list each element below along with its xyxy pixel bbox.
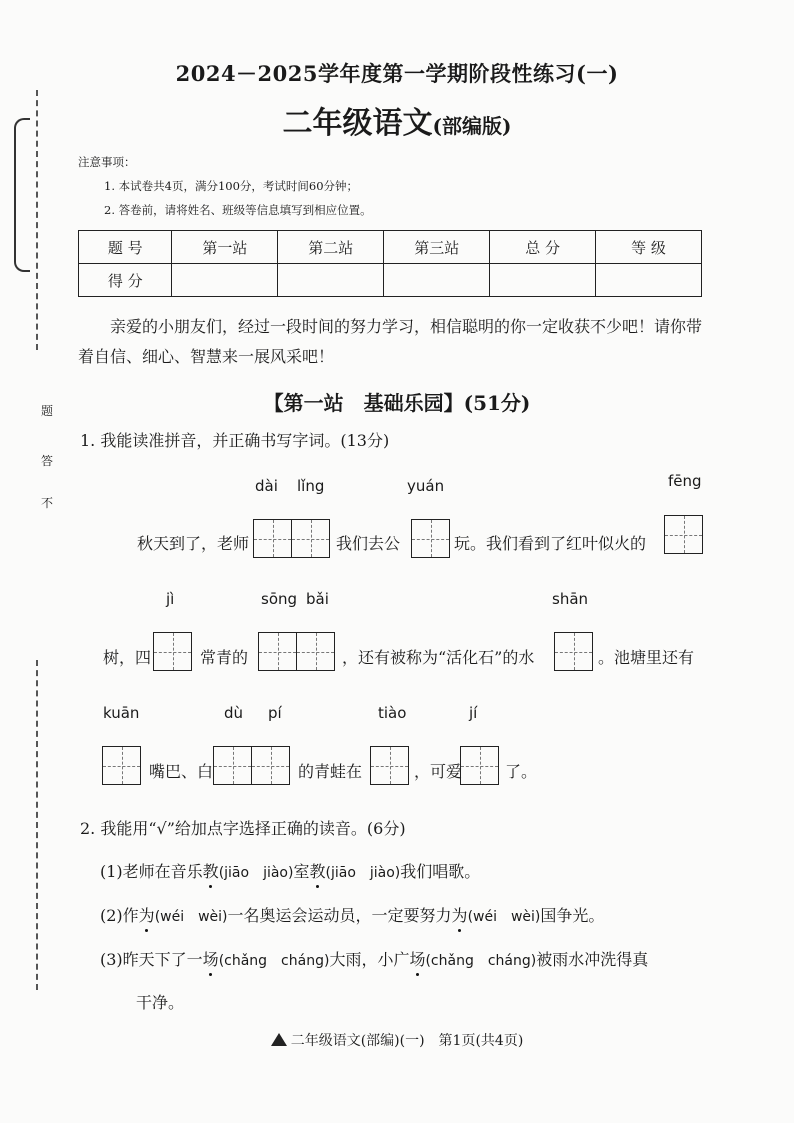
table-cell: 等 级 bbox=[596, 231, 702, 264]
margin-char: 题 bbox=[40, 404, 53, 418]
dotted-char: 教 bbox=[309, 862, 326, 881]
score-blank[interactable] bbox=[384, 264, 490, 297]
item-text: 国争光。 bbox=[540, 906, 605, 925]
pinyin: kuān bbox=[103, 704, 140, 722]
item-text: 我们唱歌。 bbox=[400, 862, 481, 881]
intro-paragraph: 亲爱的小朋友们，经过一段时间的努力学习，相信聪明的你一定收获不少吧！请你带着自信、细心、智慧来一展风采吧！ bbox=[78, 317, 703, 366]
notes-heading: 注意事项： bbox=[78, 155, 136, 169]
dotted-char: 场 bbox=[202, 950, 219, 969]
score-table-score-row bbox=[79, 264, 702, 297]
table-cell: 第一站 bbox=[172, 231, 278, 264]
q2-item-3 bbox=[100, 947, 648, 970]
tianzi-grid[interactable] bbox=[554, 632, 593, 671]
pinyin: jí bbox=[469, 704, 478, 722]
pronunciation-options[interactable]: (jiāo jiào) bbox=[218, 865, 294, 881]
note-item: 2. 答卷前，请将姓名、班级等信息填写到相应位置。 bbox=[104, 203, 372, 217]
tianzi-grid[interactable] bbox=[370, 746, 409, 785]
passage-text: 常青的 bbox=[200, 648, 249, 667]
pronunciation-options[interactable]: (chǎng cháng) bbox=[425, 953, 537, 969]
score-blank[interactable] bbox=[278, 264, 384, 297]
passage-text: 的青蛙在 bbox=[298, 762, 363, 781]
score-table bbox=[78, 230, 702, 297]
passage-text: 了。 bbox=[505, 762, 538, 781]
pinyin: tiào bbox=[378, 704, 407, 722]
item-text: (3)昨天下了一 bbox=[100, 950, 203, 969]
table-cell: 题 号 bbox=[79, 231, 172, 264]
pronunciation-options[interactable]: (chǎng cháng) bbox=[218, 953, 330, 969]
passage-text: 我们去公 bbox=[336, 534, 401, 553]
margin-char: 答 bbox=[40, 454, 53, 468]
tianzi-grid[interactable] bbox=[411, 519, 450, 558]
item-text: (2)作 bbox=[100, 906, 139, 925]
question-2-prompt: 2. 我能用“√”给加点字选择正确的读音。(6分) bbox=[80, 819, 406, 838]
publisher-logo-icon bbox=[271, 1033, 287, 1046]
pronunciation-options[interactable]: (wéi wèi) bbox=[467, 909, 541, 925]
q2-item-2 bbox=[100, 903, 604, 926]
exam-title: 2024－2025学年度第一学期阶段性练习(一) bbox=[175, 61, 619, 86]
tianzi-grid[interactable] bbox=[664, 515, 703, 554]
edition-label: (部编版) bbox=[432, 114, 512, 138]
item-text: 被雨水冲洗得真 bbox=[536, 950, 649, 969]
question-1-prompt: 1. 我能读准拼音，并正确书写字词。(13分) bbox=[80, 431, 390, 450]
tianzi-grid[interactable] bbox=[153, 632, 192, 671]
pinyin: lǐng bbox=[297, 477, 325, 495]
pronunciation-options[interactable]: (wéi wèi) bbox=[154, 909, 228, 925]
q2-item-3-continuation: 干净。 bbox=[136, 993, 185, 1012]
pinyin: jì bbox=[166, 590, 175, 608]
dotted-char: 为 bbox=[138, 906, 155, 925]
subject-name: 二年级语文 bbox=[282, 106, 433, 141]
dotted-char: 为 bbox=[451, 906, 468, 925]
pronunciation-options[interactable]: (jiāo jiào) bbox=[325, 865, 401, 881]
item-text: 大雨，小广 bbox=[329, 950, 410, 969]
item-text: (1)老师在音乐 bbox=[100, 862, 203, 881]
q2-item-1 bbox=[100, 859, 480, 882]
passage-text: 嘴巴、白 bbox=[149, 762, 214, 781]
table-cell: 第二站 bbox=[278, 231, 384, 264]
tianzi-grid[interactable] bbox=[102, 746, 141, 785]
section-title: 【第一站 基础乐园】(51分) bbox=[263, 391, 531, 415]
notes-block bbox=[78, 150, 372, 222]
item-text: 室 bbox=[293, 862, 310, 881]
pinyin: fēng bbox=[668, 472, 702, 490]
pinyin: sōng bbox=[261, 590, 298, 608]
table-cell: 第三站 bbox=[384, 231, 490, 264]
pinyin: dù bbox=[224, 704, 244, 722]
score-table-header-row bbox=[79, 231, 702, 264]
margin-char: 不 bbox=[40, 496, 53, 510]
score-blank[interactable] bbox=[490, 264, 596, 297]
pinyin: yuán bbox=[407, 477, 445, 495]
passage-text: ，还有被称为“活化石”的水 bbox=[342, 648, 535, 667]
binding-dashed-line-lower bbox=[36, 660, 38, 990]
note-item: 1. 本试卷共4页，满分100分，考试时间60分钟； bbox=[104, 179, 359, 193]
table-cell: 总 分 bbox=[490, 231, 596, 264]
tianzi-grid[interactable] bbox=[460, 746, 499, 785]
footer-text: 二年级语文(部编)(一) 第1页(共4页) bbox=[290, 1033, 524, 1049]
pinyin: shān bbox=[552, 590, 589, 608]
pinyin: dài bbox=[255, 477, 278, 495]
passage-text: 秋天到了，老师 bbox=[137, 534, 250, 553]
passage-text: ，可爱 bbox=[414, 762, 463, 781]
table-cell: 得 分 bbox=[79, 264, 172, 297]
passage-text: 树，四 bbox=[103, 648, 152, 667]
passage-text: 。池塘里还有 bbox=[598, 648, 695, 667]
tianzi-grid[interactable] bbox=[258, 632, 335, 671]
tianzi-grid[interactable] bbox=[213, 746, 290, 785]
tianzi-grid[interactable] bbox=[253, 519, 330, 558]
score-blank[interactable] bbox=[596, 264, 702, 297]
score-blank[interactable] bbox=[172, 264, 278, 297]
dotted-char: 场 bbox=[409, 950, 426, 969]
pinyin: pí bbox=[268, 704, 282, 722]
pinyin: bǎi bbox=[306, 590, 329, 608]
item-text: 一名奥运会运动员，一定要努力 bbox=[227, 906, 452, 925]
page-footer bbox=[0, 1030, 794, 1050]
subject-title bbox=[0, 98, 794, 142]
passage-text: 玩。我们看到了红叶似火的 bbox=[454, 534, 647, 553]
dotted-char: 教 bbox=[202, 862, 219, 881]
